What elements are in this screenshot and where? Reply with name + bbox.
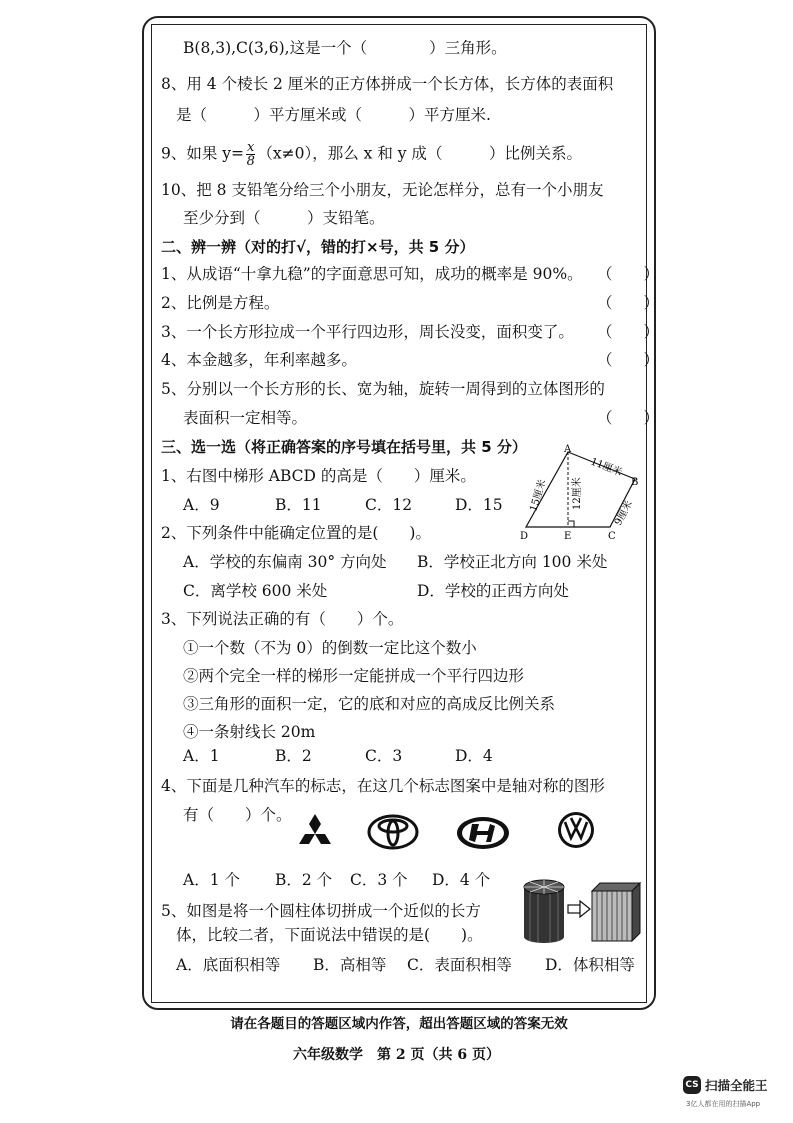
s3-q3-statement-2: ②两个完全一样的梯形一定能拼成一个平行四边形 bbox=[183, 667, 525, 685]
s3-q5-option-d: D．体积相等 bbox=[545, 956, 635, 974]
right-angle-mark bbox=[568, 521, 574, 527]
s3-q2-option-c: C．离学校 600 米处 bbox=[183, 582, 328, 600]
s3-q5-line2: 体，比较二者，下面说法中错误的是( )。 bbox=[176, 926, 483, 944]
s3-q3: 3、下列说法正确的有（ ）个。 bbox=[161, 610, 404, 628]
label-c: C bbox=[608, 531, 616, 542]
s3-q1-option-c: C．12 bbox=[365, 496, 413, 514]
s3-q1: 1、右图中梯形 ABCD 的高是（ ）厘米。 bbox=[161, 467, 476, 485]
s3-q3-option-c: C．3 bbox=[365, 747, 403, 765]
judge-item-5-line1: 5、分别以一个长方形的长、宽为轴，旋转一周得到的立体图形的 bbox=[161, 380, 605, 398]
section2-title: 二、辨一辨（对的打√，错的打×号，共 5 分） bbox=[161, 238, 475, 256]
watermark-title: 扫描全能王 bbox=[705, 1078, 768, 1093]
s3-q2: 2、下列条件中能确定位置的是( )。 bbox=[161, 524, 431, 542]
judge-paren-4[interactable]: （ ） bbox=[597, 351, 660, 369]
s3-q4-line2: 有（ ）个。 bbox=[183, 806, 292, 824]
s3-q5-option-b: B．高相等 bbox=[313, 956, 387, 974]
s3-q3-option-a: A．1 bbox=[183, 747, 220, 765]
q7-continuation: B(8,3),C(3,6),这是一个（ ）三角形。 bbox=[183, 39, 507, 57]
s3-q4-line1: 4、下面是几种汽车的标志，在这几个标志图案中是轴对称的图形 bbox=[161, 777, 605, 795]
label-left-length: 15厘米 bbox=[528, 478, 549, 513]
watermark-subtitle: 3亿人都在用的扫描App bbox=[686, 1100, 761, 1108]
s3-q5-option-c: C．表面积相等 bbox=[407, 956, 512, 974]
s3-q5-line1: 5、如图是将一个圆柱体切拼成一个近似的长方 bbox=[161, 902, 481, 920]
judge-paren-5[interactable]: （ ） bbox=[597, 409, 660, 427]
q9-denominator: 8 bbox=[246, 154, 255, 169]
judge-item-2: 2、比例是方程。 bbox=[161, 294, 280, 312]
label-b: B bbox=[631, 477, 639, 488]
mitsubishi-logo-icon bbox=[295, 812, 335, 852]
s3-q2-option-b: B．学校正北方向 100 米处 bbox=[417, 553, 608, 571]
s3-q4-option-c: C．3 个 bbox=[350, 871, 408, 889]
judge-paren-3[interactable]: （ ） bbox=[597, 323, 660, 341]
q8-line2: 是（ ）平方厘米或（ ）平方厘米. bbox=[176, 106, 491, 124]
q10-line2: 至少分到（ ）支铅笔。 bbox=[183, 209, 385, 227]
s3-q1-option-a: A．9 bbox=[183, 496, 220, 514]
label-d: D bbox=[520, 531, 529, 542]
s3-q4-option-a: A．1 个 bbox=[183, 871, 240, 889]
s3-q3-statement-3: ③三角形的面积一定，它的底和对应的高成反比例关系 bbox=[183, 695, 556, 713]
trapezoid-diagram bbox=[510, 442, 645, 542]
s3-q3-option-d: D．4 bbox=[455, 747, 493, 765]
label-top-length: 11厘米 bbox=[588, 456, 624, 479]
q9-suffix: （x≠0），那么 x 和 y 成（ ）比例关系。 bbox=[257, 144, 582, 163]
s3-q1-option-d: D．15 bbox=[455, 496, 503, 514]
hyundai-logo-icon bbox=[455, 814, 511, 852]
judge-item-4: 4、本金越多，年利率越多。 bbox=[161, 351, 357, 369]
label-e: E bbox=[564, 531, 572, 542]
s3-q5-option-a: A．底面积相等 bbox=[176, 956, 281, 974]
s3-q2-option-d: D．学校的正西方向处 bbox=[417, 582, 569, 600]
q9-numerator: x bbox=[247, 140, 255, 155]
judge-item-5-line2: 表面积一定相等。 bbox=[183, 409, 308, 427]
volkswagen-logo-icon bbox=[556, 810, 596, 850]
s3-q4-option-b: B．2 个 bbox=[275, 871, 333, 889]
camscanner-logo-icon: CS bbox=[683, 1076, 701, 1094]
q8-line1: 8、用 4 个棱长 2 厘米的正方体拼成一个长方体，长方体的表面积 bbox=[161, 75, 614, 93]
judge-paren-1[interactable]: （ ） bbox=[597, 265, 660, 283]
s3-q4-option-d: D．4 个 bbox=[432, 871, 491, 889]
s3-q1-option-b: B．11 bbox=[275, 496, 322, 514]
s3-q2-option-a: A．学校的东偏南 30° 方向处 bbox=[183, 553, 387, 571]
q10-line1: 10、把 8 支铅笔分给三个小朋友，无论怎样分，总有一个小朋友 bbox=[161, 181, 604, 199]
q9 bbox=[161, 141, 582, 168]
judge-item-3: 3、一个长方形拉成一个平行四边形，周长没变，面积变了。 bbox=[161, 323, 574, 341]
judge-paren-2[interactable]: （ ） bbox=[597, 294, 660, 312]
section3-title: 三、选一选（将正确答案的序号填在括号里，共 5 分） bbox=[161, 438, 527, 456]
s3-q3-statement-1: ①一个数（不为 0）的倒数一定比这个数小 bbox=[183, 639, 477, 657]
answer-area-notice: 请在各题目的答题区域内作答，超出答题区域的答案无效 bbox=[230, 1016, 568, 1032]
q9-fraction bbox=[246, 141, 255, 168]
label-a: A bbox=[564, 444, 572, 455]
judge-item-1: 1、从成语“十拿九稳”的字面意思可知，成功的概率是 90%。 bbox=[161, 265, 583, 283]
q9-prefix: 9、如果 y= bbox=[161, 144, 245, 163]
s3-q3-option-b: B．2 bbox=[275, 747, 312, 765]
label-height-length: 12厘米 bbox=[572, 477, 583, 510]
label-right-length: 9厘米 bbox=[612, 498, 636, 528]
page-footer: 六年级数学 第 2 页（共 6 页） bbox=[293, 1047, 500, 1063]
cylinder-to-cuboid-illustration bbox=[520, 877, 645, 947]
s3-q3-statement-4: ④一条射线长 20m bbox=[183, 723, 316, 741]
toyota-logo-icon bbox=[366, 812, 420, 852]
